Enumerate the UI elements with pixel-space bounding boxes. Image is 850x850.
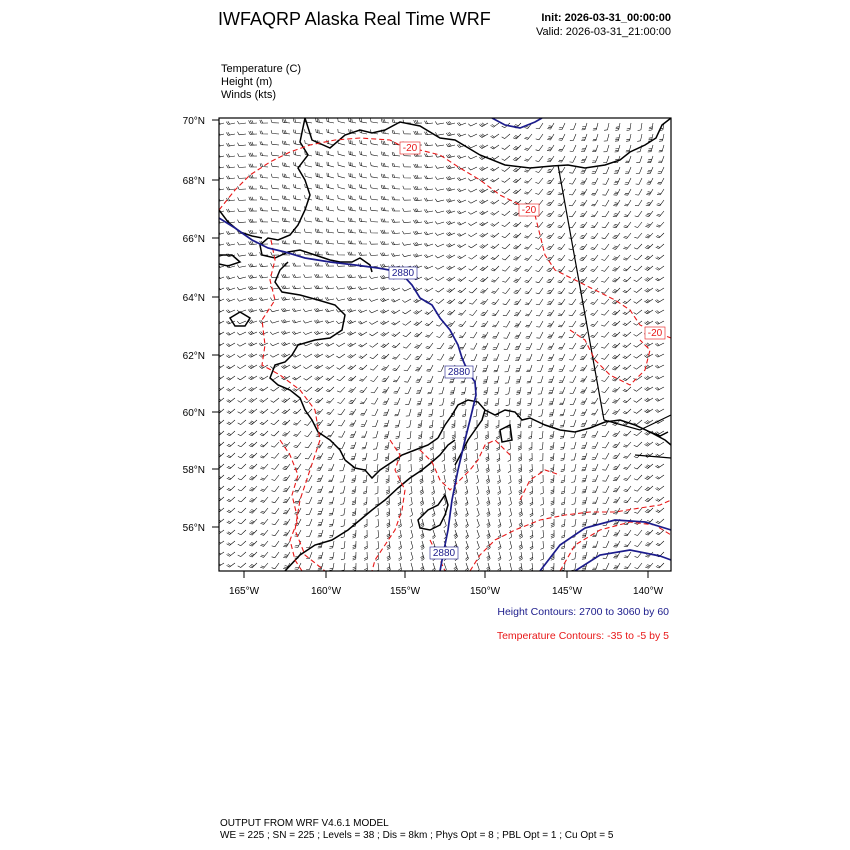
- lon-tick-label: 155°W: [389, 586, 421, 597]
- height-contours-note: Height Contours: 2700 to 3060 by 60: [497, 606, 669, 618]
- lon-tick-label: 140°W: [632, 586, 664, 597]
- longitude-axis: [244, 571, 648, 578]
- lon-tick-label: 150°W: [469, 586, 501, 597]
- footer-config-line: WE = 225 ; SN = 225 ; Levels = 38 ; Dis = 8km ; Phys Opt = 8 ; PBL Opt = 1 ; Cu Opt = 5: [220, 830, 614, 841]
- lat-tick-label: 70°N: [182, 116, 205, 127]
- lat-tick-label: 68°N: [182, 176, 205, 187]
- height-contour-label: [430, 547, 458, 559]
- contour-labels: [389, 142, 665, 559]
- latitude-axis: [212, 120, 219, 527]
- svg-text:-20: -20: [521, 205, 537, 216]
- field-winds-label: Winds (kts): [221, 89, 276, 101]
- temperature-contour-label: [645, 327, 665, 339]
- valid-time: Valid: 2026-03-31_21:00:00: [536, 26, 671, 38]
- temperature-contours-note: Temperature Contours: -35 to -5 by 5: [496, 630, 669, 642]
- height-contour-label: [445, 366, 473, 378]
- init-time: Init: 2026-03-31_00:00:00: [541, 12, 671, 24]
- lat-tick-label: 62°N: [182, 351, 205, 362]
- lat-tick-label: 66°N: [182, 234, 205, 245]
- field-height-label: Height (m): [221, 76, 273, 88]
- height-contour-label: [389, 267, 417, 279]
- lon-tick-label: 165°W: [228, 586, 260, 597]
- temperature-contours: [219, 138, 671, 571]
- svg-text:-20: -20: [402, 143, 418, 154]
- map-title: IWFAQRP Alaska Real Time WRF: [218, 9, 491, 29]
- field-temperature-label: Temperature (C): [221, 63, 302, 75]
- lat-tick-label: 56°N: [182, 523, 205, 534]
- svg-text:-20: -20: [647, 328, 663, 339]
- svg-text:2880: 2880: [447, 367, 471, 378]
- svg-text:2880: 2880: [391, 268, 415, 279]
- lat-tick-label: 58°N: [182, 465, 205, 476]
- footer-model-line: OUTPUT FROM WRF V4.6.1 MODEL: [220, 818, 389, 829]
- svg-text:2880: 2880: [432, 548, 456, 559]
- latitude-labels: [183, 116, 205, 534]
- temperature-contour-label: [519, 204, 539, 216]
- lon-tick-label: 160°W: [310, 586, 342, 597]
- longitude-labels: [229, 586, 664, 597]
- lat-tick-label: 64°N: [182, 293, 205, 304]
- lat-tick-label: 60°N: [182, 408, 205, 419]
- temperature-contour-label: [400, 142, 420, 154]
- lon-tick-label: 145°W: [551, 586, 583, 597]
